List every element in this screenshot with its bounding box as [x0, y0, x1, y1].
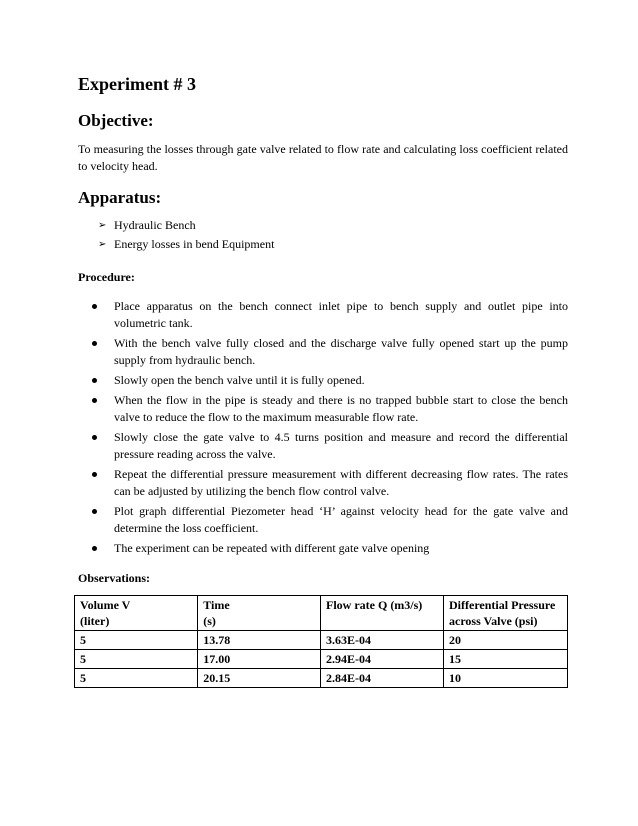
table-cell: 2.94E-04 — [321, 650, 444, 669]
apparatus-item — [78, 217, 568, 234]
bullet-icon — [92, 398, 97, 403]
objective-heading: Objective: — [78, 111, 154, 130]
header-line: Flow rate Q (m3/s) — [326, 598, 423, 612]
apparatus-heading: Apparatus: — [78, 188, 162, 207]
procedure-list — [78, 298, 568, 557]
bullet-icon — [92, 304, 97, 309]
apparatus-item-text: Energy losses in bend Equipment — [114, 237, 275, 251]
header-line: (liter) — [80, 614, 110, 628]
apparatus-item-text: Hydraulic Bench — [114, 218, 196, 232]
procedure-heading: Procedure: — [78, 270, 135, 284]
procedure-item — [78, 372, 568, 389]
procedure-item-text: The experiment can be repeated with different gate valve opening — [114, 541, 430, 555]
observations-heading: Observations: — [78, 571, 150, 585]
bullet-icon — [92, 341, 97, 346]
header-line: (s) — [203, 614, 216, 628]
table-header-cell — [75, 596, 198, 631]
header-line: Differential Pressure — [449, 598, 556, 612]
procedure-item-text: Plot graph differential Piezometer head ‘H’ against velocity head for the gate valve and determine the loss coefficient. — [114, 504, 568, 535]
table-cell: 5 — [75, 669, 198, 688]
procedure-item-text: Repeat the differential pressure measurement with different decreasing flow rates. The rates can be adjusted by utilizing the bench flow control valve. — [114, 467, 568, 498]
table-cell: 20.15 — [198, 669, 321, 688]
arrow-bullet-icon: ➢ — [98, 239, 107, 250]
header-line: across Valve (psi) — [449, 614, 538, 628]
table-cell: 5 — [75, 631, 198, 650]
table-row — [75, 631, 568, 650]
apparatus-list — [78, 217, 568, 253]
table-header-cell — [321, 596, 444, 631]
procedure-item — [78, 335, 568, 369]
procedure-item — [78, 392, 568, 426]
bullet-icon — [92, 546, 97, 551]
table-row — [75, 669, 568, 688]
table-header-cell — [198, 596, 321, 631]
procedure-item — [78, 466, 568, 500]
observations-table — [74, 595, 568, 688]
header-line: Volume V — [80, 598, 131, 612]
procedure-item-text: Slowly open the bench valve until it is fully opened. — [114, 373, 365, 387]
procedure-item-text: Slowly close the gate valve to 4.5 turns position and measure and record the differential pressure reading across the valve. — [114, 430, 568, 461]
procedure-item-text: When the flow in the pipe is steady and there is no trapped bubble start to close the bench valve to reduce the flow to the maximum measurable flow rate. — [114, 393, 568, 424]
document-page — [78, 72, 568, 688]
procedure-item — [78, 503, 568, 537]
procedure-item-text: With the bench valve fully closed and the discharge valve fully opened start up the pump supply from hydraulic bench. — [114, 336, 568, 367]
table-row — [75, 650, 568, 669]
page-title: Experiment # 3 — [78, 74, 196, 94]
table-header-cell — [444, 596, 568, 631]
procedure-item — [78, 540, 568, 557]
table-cell: 20 — [444, 631, 568, 650]
procedure-item-text: Place apparatus on the bench connect inlet pipe to bench supply and outlet pipe into volumetric tank. — [114, 299, 568, 330]
arrow-bullet-icon: ➢ — [98, 220, 107, 231]
table-cell: 17.00 — [198, 650, 321, 669]
procedure-item — [78, 298, 568, 332]
table-cell: 13.78 — [198, 631, 321, 650]
table-cell: 15 — [444, 650, 568, 669]
bullet-icon — [92, 378, 97, 383]
header-line: Time — [203, 598, 230, 612]
table-cell: 2.84E-04 — [321, 669, 444, 688]
bullet-icon — [92, 472, 97, 477]
table-cell: 10 — [444, 669, 568, 688]
bullet-icon — [92, 509, 97, 514]
procedure-item — [78, 429, 568, 463]
bullet-icon — [92, 435, 97, 440]
table-cell: 3.63E-04 — [321, 631, 444, 650]
table-header-row — [75, 596, 568, 631]
table-cell: 5 — [75, 650, 198, 669]
apparatus-item — [78, 236, 568, 253]
objective-text: To measuring the losses through gate valve related to flow rate and calculating loss coefficient related to velocity head. — [78, 142, 568, 173]
